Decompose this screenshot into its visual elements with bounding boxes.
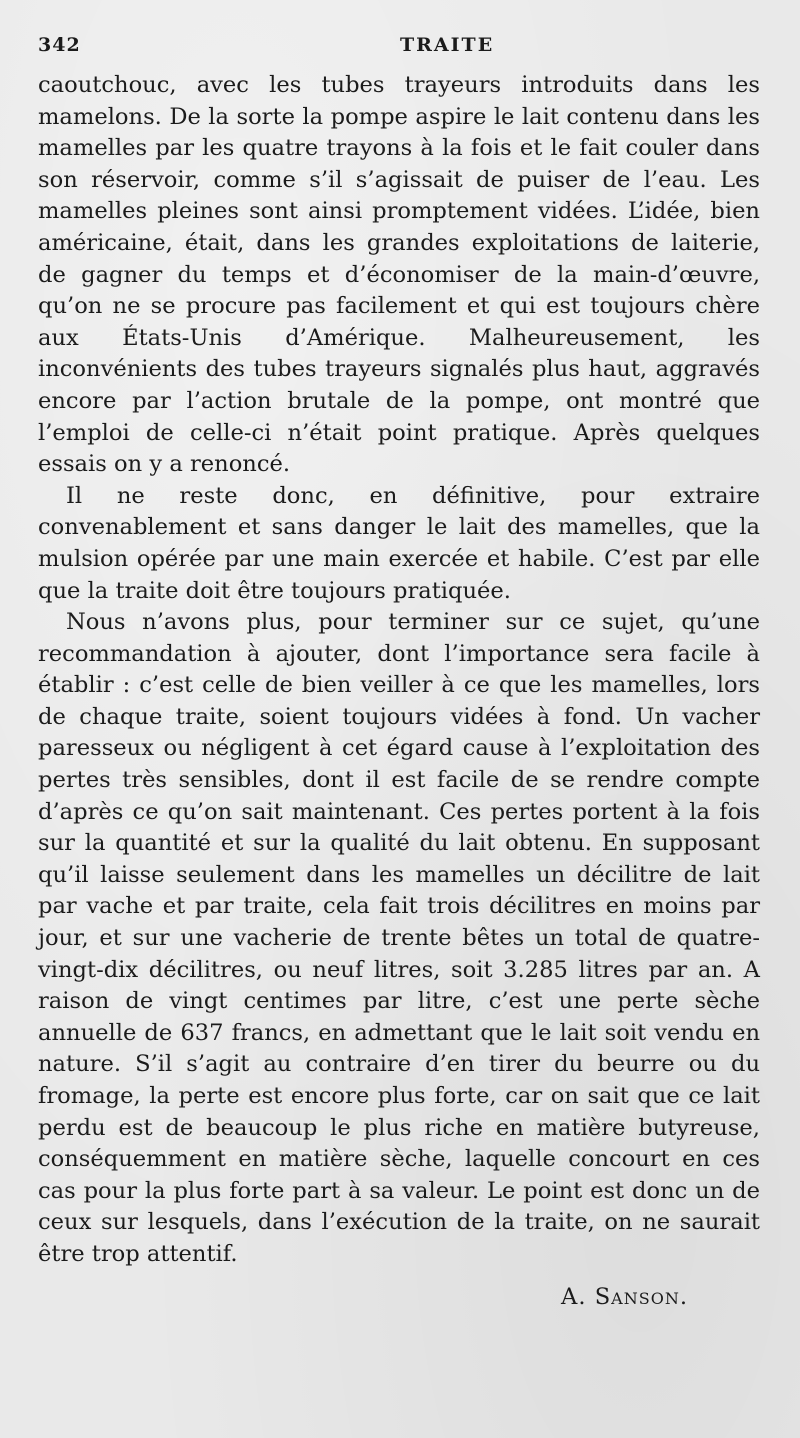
running-head xyxy=(38,34,760,60)
page-number: 342 xyxy=(38,34,81,56)
signature-initial: A. xyxy=(561,1284,587,1310)
paragraph-milking-pump: caoutchouc, avec les tubes trayeurs introduits dans les mamelons. De la sorte la pompe aspire le lait contenu dans les mamelles par les quatre trayons à la fois et le fait couler dans son réservoir, comme s’il s’agissait de puiser de l’eau. Les mamelles pleines sont ainsi promptement vidées. L’idée, bien américaine, était, dans les grandes exploitations de laiterie, de gagner du temps et d’économiser de la main-d’œuvre, qu’on ne se procure pas facilement et qui est toujours chère aux États-Unis d’Amérique. Malheureusement, les inconvénients des tubes trayeurs signalés plus haut, aggravés encore par l’action brutale de la pompe, ont montré que l’emploi de celle-ci n’était point pratique. Après quelques essais on y a renoncé. xyxy=(38,72,760,478)
signature-surname: Sanson. xyxy=(594,1284,688,1310)
author-signature xyxy=(561,1284,688,1310)
paragraph-hand-milking: Il ne reste donc, en définitive, pour extraire convenablement et sans danger le lait des mamelles, que la mulsion opérée par une main exercée et habile. C’est par elle que la traite doit être toujours pratiquée. xyxy=(38,482,760,604)
paragraph-empty-udders: Nous n’avons plus, pour terminer sur ce sujet, qu’une recommandation à ajouter, dont l’importance sera facile à établir : c’est celle de bien veiller à ce que les mamelles, lors de chaque traite, soient toujours vidées à fond. Un vacher paresseux ou négligent à cet égard cause à l’exploitation des pertes très sensibles, dont il est facile de se rendre compte d’après ce qu’on sait maintenant. Ces pertes portent à la fois sur la quantité et sur la qualité du lait obtenu. En supposant qu’il laisse seulement dans les mamelles un décilitre de lait par vache et par traite, cela fait trois décilitres en moins par jour, et sur une vacherie de trente bêtes un total de quatre-vingt-dix décilitres, ou neuf litres, soit 3.285 litres par an. A raison de vingt centimes par litre, c’est une perte sèche annuelle de 637 francs, en admettant que le lait soit vendu en nature. S’il s’agit au contraire d’en tirer du beurre ou du fromage, la perte est encore plus forte, car on sait que ce lait perdu est de beaucoup le plus riche en matière butyreuse, conséquemment en matière sèche, laquelle concourt en ces cas pour la plus forte part à sa valeur. Le point est donc un de ceux sur lesquels, dans l’exécution de la traite, on ne saurait être trop attentif. xyxy=(38,609,760,1267)
text-body xyxy=(38,70,760,1271)
running-title: TRAITE xyxy=(400,34,495,56)
